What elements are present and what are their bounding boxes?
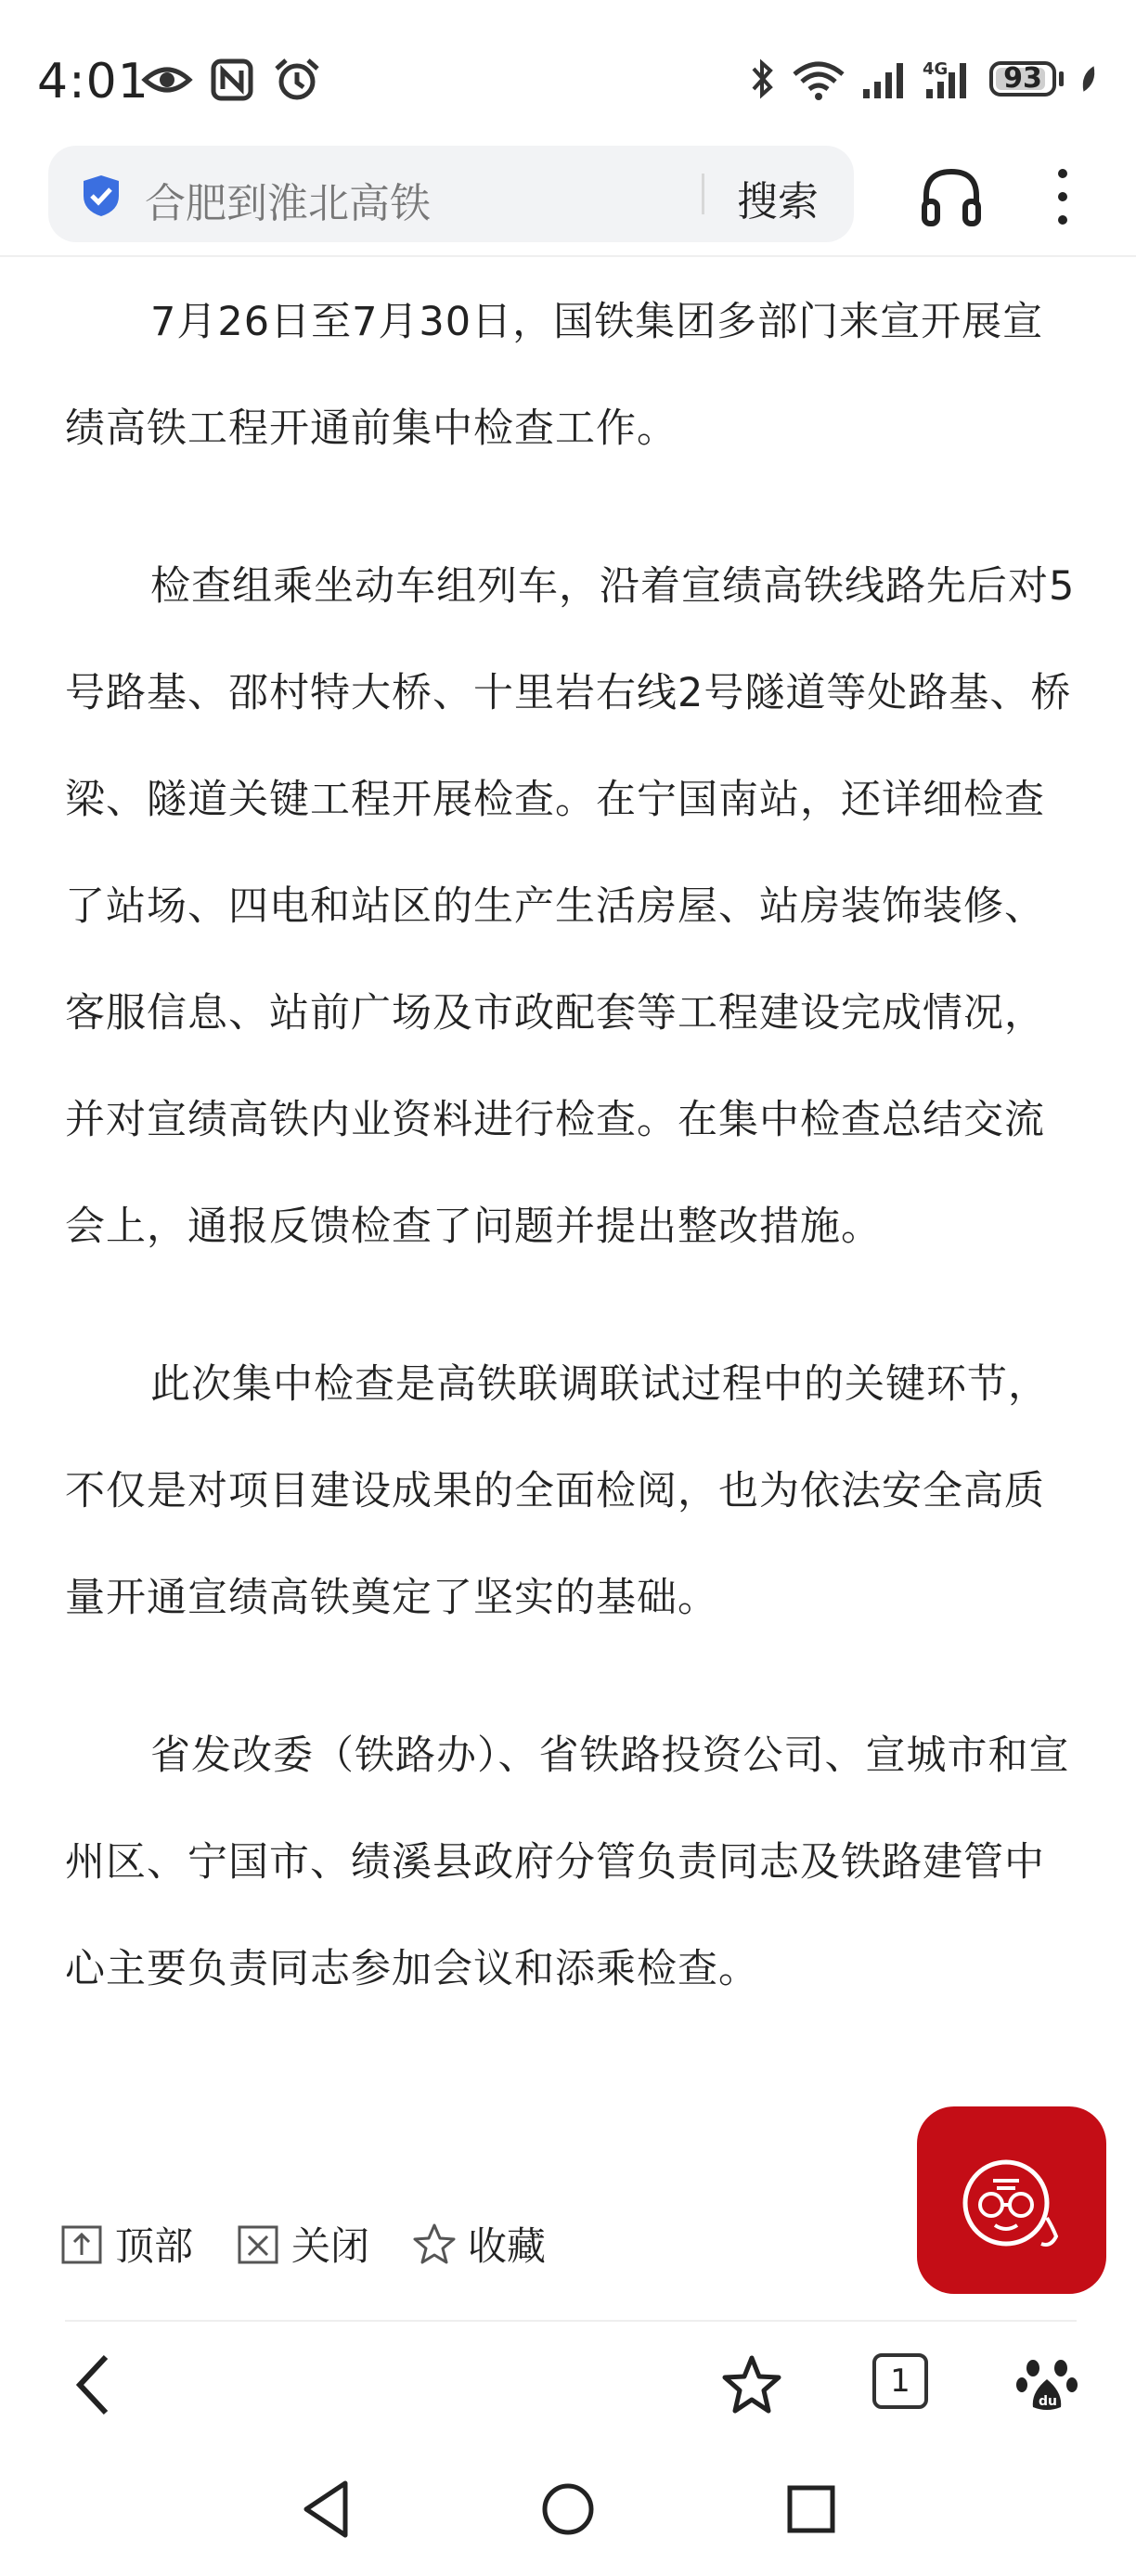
system-home-icon[interactable] [540, 2481, 596, 2537]
search-row [0, 144, 1136, 257]
bookmark-star-icon[interactable] [719, 2352, 784, 2417]
status-bar [0, 0, 1136, 148]
elder-assistant-button[interactable] [917, 2106, 1106, 2294]
close-box-icon [236, 2222, 280, 2266]
bluetooth-icon [748, 58, 776, 100]
svg-text:4G: 4G [923, 59, 949, 79]
article-actions [59, 2216, 546, 2272]
leaf-icon [1078, 58, 1099, 100]
system-navigation-bar [0, 2459, 1136, 2570]
back-to-top-label: 顶部 [115, 2223, 194, 2269]
divider [65, 2320, 1077, 2322]
status-right-icons [748, 58, 1099, 100]
back-arrow-icon[interactable] [65, 2348, 121, 2422]
svg-text:du: du [1039, 2394, 1057, 2409]
article-paragraph: 省发改委（铁路办）、省铁路投资公司、宣城市和宣州区、宁国市、绩溪县政府分管负责同志及铁路建管中心主要负责同志参加会议和添乘检查。 [65, 1732, 1070, 1992]
shield-icon [80, 174, 123, 218]
wifi-icon [791, 58, 846, 100]
status-left-icons [141, 58, 323, 102]
close-label: 关闭 [291, 2223, 370, 2269]
search-divider [702, 174, 704, 214]
headphone-icon[interactable] [919, 164, 984, 229]
more-options-icon[interactable] [1044, 164, 1081, 229]
battery-indicator [989, 61, 1064, 97]
back-to-top-button[interactable] [59, 2216, 193, 2272]
arrow-up-box-icon [59, 2222, 104, 2266]
baidu-paw-icon[interactable] [1014, 2351, 1079, 2416]
browser-toolbar [0, 2338, 1136, 2431]
favorite-label: 收藏 [468, 2223, 547, 2269]
signal-icon [861, 58, 908, 100]
article-body [65, 269, 1077, 2074]
eye-icon [141, 58, 193, 102]
alarm-icon [271, 58, 323, 102]
signal-4g-icon [923, 58, 975, 100]
status-time: 4:01 [37, 54, 149, 109]
search-input[interactable]: 合肥到淮北高铁 [145, 180, 431, 227]
elder-phone-icon [917, 2106, 1106, 2294]
favorite-button[interactable] [412, 2216, 546, 2272]
star-icon [412, 2222, 457, 2266]
article-paragraph: 检查组乘坐动车组列车，沿着宣绩高铁线路先后对5号路基、邵村特大桥、十里岩右线2号隧道等处路基、桥梁、隧道关键工程开展检查。在宁国南站，还详细检查了站场、四电和站区的生产生活房屋、站房装饰装修、客服信息、站前广场及市政配套等工程建设完成情况，并对宣绩高铁内业资料进行检查。在集中检查总结交流会上，通报反馈检查了问题并提出整改措施。 [65, 563, 1076, 1250]
tab-count-button[interactable]: 1 [872, 2353, 928, 2409]
system-recents-icon[interactable] [785, 2483, 837, 2535]
system-back-icon[interactable] [299, 2478, 355, 2541]
article-paragraph: 7月26日至7月30日，国铁集团多部门来宣开展宣绩高铁工程开通前集中检查工作。 [65, 299, 1044, 452]
nfc-icon [206, 58, 258, 102]
battery-level: 93 [1003, 62, 1042, 95]
search-button[interactable]: 搜索 [737, 178, 819, 225]
article-paragraph: 此次集中检查是高铁联调联试过程中的关键环节，不仅是对项目建设成果的全面检阅，也为依法安全高质量开通宣绩高铁奠定了坚实的基础。 [65, 1361, 1049, 1621]
search-box[interactable] [48, 146, 854, 242]
close-button[interactable] [236, 2216, 369, 2272]
